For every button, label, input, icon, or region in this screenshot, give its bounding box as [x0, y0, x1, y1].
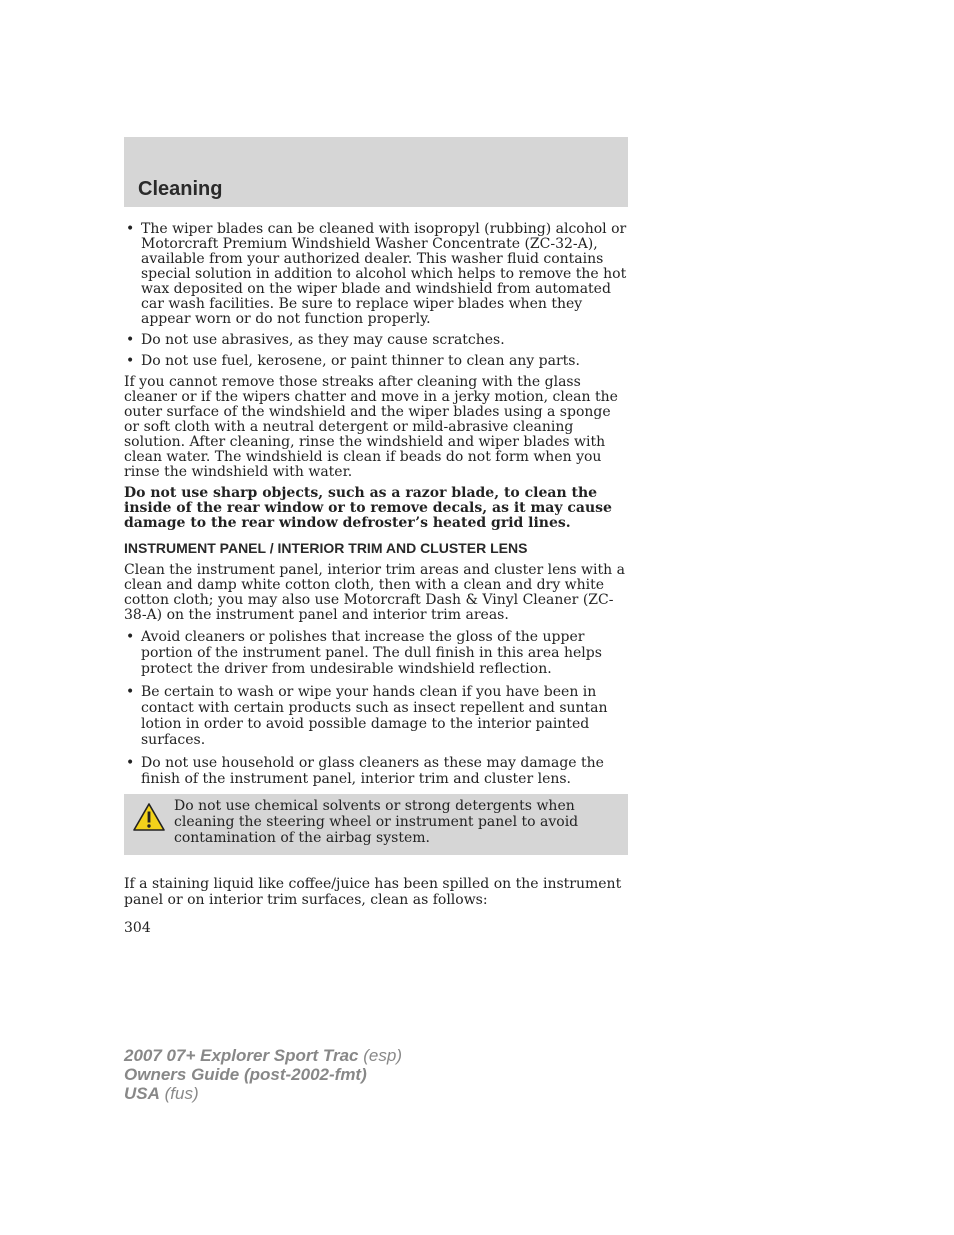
page-content — [124, 222, 628, 936]
instrument-panel-paragraph: Clean the instrument panel, interior trim areas and cluster lens with a clean and damp white cotton cloth, then with a clean and dry white cotton cloth; you may also use Motorcraft Dash & Vinyl Cleaner (ZC-38-A) on the instrument panel and interior trim areas. — [124, 562, 625, 623]
footer-model-code: (esp) — [363, 1046, 402, 1065]
sharp-objects-warning-paragraph: Do not use sharp objects, such as a razor blade, to clean the inside of the rear window or to remove decals, as it may cause damage to the rear window defroster’s heated grid lines. — [124, 485, 612, 531]
warning-text: Do not use chemical solvents or strong detergents when cleaning the steering wheel or instrument panel to avoid contamination of the airbag system. — [174, 798, 579, 846]
list-item: • Be certain to wash or wipe your hands clean if you have been in contact with certain products such as insect repellent and suntan lotion in order to avoid possible damage to the interior painted surfaces. — [124, 684, 628, 748]
footer-guide: Owners Guide (post-2002-fmt) — [124, 1065, 367, 1084]
page-number: 304 — [124, 920, 151, 936]
list-item: • Do not use household or glass cleaners as these may damage the finish of the instrument panel, interior trim and cluster lens. — [124, 755, 628, 787]
wiper-bullet-list — [124, 222, 628, 369]
list-item: • Do not use fuel, kerosene, or paint thinner to clean any parts. — [124, 354, 628, 369]
instrument-panel-subheading: INSTRUMENT PANEL / INTERIOR TRIM AND CLUSTER LENS — [124, 540, 528, 556]
instrument-bullet-list — [124, 629, 628, 787]
streaks-paragraph: If you cannot remove those streaks after cleaning with the glass cleaner or if the wipers chatter and move in a jerky motion, clean the outer surface of the windshield and the wiper blades using a sponge or soft cloth with a neutral detergent or mild-abrasive cleaning solution. After cleaning, rinse the windshield and wiper blades with clean water. The windshield is clean if beads do not form when you rinse the windshield with water. — [124, 374, 618, 480]
document-footer — [124, 1046, 402, 1103]
footer-market: USA — [124, 1084, 160, 1103]
section-title: Cleaning — [138, 178, 223, 200]
list-item: • Do not use abrasives, as they may cause scratches. — [124, 333, 628, 348]
footer-model: 2007 07+ Explorer Sport Trac — [124, 1046, 359, 1065]
footer-market-code: (fus) — [164, 1084, 199, 1103]
list-item: • The wiper blades can be cleaned with isopropyl (rubbing) alcohol or Motorcraft Premium Windshield Washer Concentrate (ZC-32-A), available from your authorized dealer. This washer fluid contains special solution in addition to alcohol which helps to remove the hot wax deposited on the wiper blade and windshield from automated car wash facilities. Be sure to replace wiper blades when they appear worn or do not function properly. — [124, 222, 628, 327]
list-item: • Avoid cleaners or polishes that increase the gloss of the upper portion of the instrument panel. The dull finish in this area helps protect the driver from undesirable windshield reflection. — [124, 629, 628, 677]
section-header-band — [124, 137, 628, 207]
warning-triangle-icon — [132, 802, 166, 832]
staining-paragraph: If a staining liquid like coffee/juice has been spilled on the instrument panel or on interior trim surfaces, clean as follows: — [124, 876, 622, 908]
airbag-warning-box — [124, 794, 628, 855]
